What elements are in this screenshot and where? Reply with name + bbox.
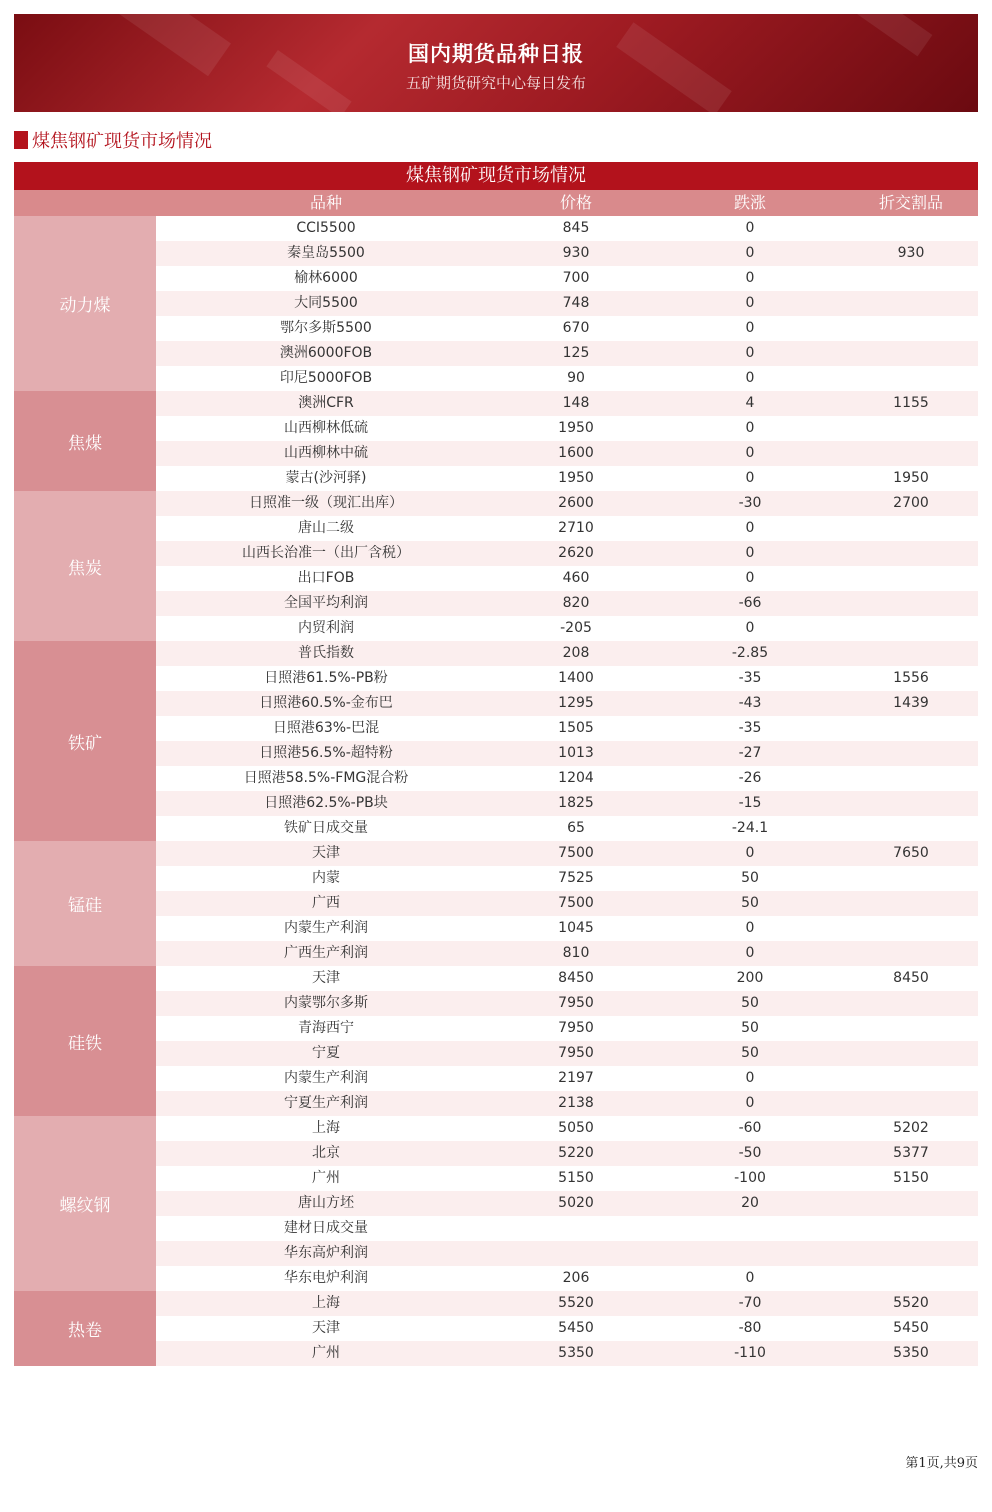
variety-cell: 普氏指数: [298, 645, 354, 661]
delivery-equivalent-cell: 1439: [893, 695, 929, 711]
table-row: [156, 1241, 978, 1266]
price-cell: 5150: [558, 1170, 594, 1186]
price-cell: 125: [562, 345, 590, 361]
delivery-equivalent-cell: [844, 1066, 978, 1091]
variety-cell: 日照港56.5%-超特粉: [259, 745, 393, 761]
change-cell: -30: [738, 495, 762, 511]
change-cell: 0: [745, 270, 755, 286]
category-cell: 动力煤: [14, 216, 156, 391]
delivery-equivalent-cell: 7650: [893, 845, 929, 861]
change-cell: -50: [738, 1145, 762, 1161]
delivery-equivalent-cell: [844, 1091, 978, 1116]
table-group: [14, 1291, 978, 1366]
price-cell: 1825: [558, 795, 594, 811]
variety-cell: 内蒙生产利润: [284, 920, 368, 936]
variety-cell: 山西长治准一（出厂含税）: [242, 545, 410, 561]
table-row: [156, 666, 978, 691]
table-row: [156, 1216, 978, 1241]
price-cell: 5520: [558, 1295, 594, 1311]
variety-cell: 青海西宁: [298, 1020, 354, 1036]
price-cell: 5220: [558, 1145, 594, 1161]
price-cell: 460: [562, 570, 590, 586]
variety-cell: 鄂尔多斯5500: [280, 320, 372, 336]
variety-cell: 日照港60.5%-金布巴: [259, 695, 393, 711]
price-cell: 7500: [558, 845, 594, 861]
price-cell: 5050: [558, 1120, 594, 1136]
category-cell: 热卷: [14, 1291, 156, 1366]
category-cell: 螺纹钢: [14, 1116, 156, 1291]
delivery-equivalent-cell: 930: [897, 245, 925, 261]
change-cell: 0: [745, 1070, 755, 1086]
delivery-equivalent-cell: [844, 266, 978, 291]
change-cell: -26: [738, 770, 762, 786]
price-cell: 7950: [558, 1045, 594, 1061]
delivery-equivalent-cell: [844, 316, 978, 341]
price-cell: 1013: [558, 745, 594, 761]
change-cell: -66: [738, 595, 762, 611]
change-cell: -70: [738, 1295, 762, 1311]
price-cell: 1045: [558, 920, 594, 936]
variety-cell: 华东高炉利润: [284, 1245, 368, 1261]
change-cell: [656, 1241, 844, 1266]
change-cell: 50: [741, 895, 759, 911]
variety-cell: 唐山方坯: [298, 1195, 354, 1211]
group-rows: [156, 491, 978, 641]
delivery-equivalent-cell: [844, 566, 978, 591]
group-rows: [156, 1116, 978, 1291]
delivery-equivalent-cell: [844, 816, 978, 841]
delivery-equivalent-cell: [844, 416, 978, 441]
table-row: [156, 916, 978, 941]
delivery-equivalent-cell: [844, 866, 978, 891]
page-number: 第1页,共9页: [905, 1456, 978, 1471]
price-cell: 206: [562, 1270, 590, 1286]
delivery-equivalent-cell: [844, 516, 978, 541]
price-cell: 1295: [558, 695, 594, 711]
table-row: [156, 516, 978, 541]
table-row: [156, 841, 978, 866]
table-group: [14, 216, 978, 391]
variety-cell: CCI5500: [296, 220, 356, 236]
delivery-equivalent-cell: 1556: [893, 670, 929, 686]
price-cell: 2600: [558, 495, 594, 511]
table-row: [156, 591, 978, 616]
variety-cell: 建材日成交量: [284, 1220, 368, 1236]
price-cell: 930: [562, 245, 590, 261]
delivery-equivalent-cell: [844, 541, 978, 566]
change-cell: -35: [738, 720, 762, 736]
table-row: [156, 1016, 978, 1041]
price-cell: 90: [567, 370, 585, 386]
table-row: [156, 1316, 978, 1341]
variety-cell: 大同5500: [294, 295, 358, 311]
table-row: [156, 566, 978, 591]
price-cell: 845: [562, 220, 590, 236]
change-cell: 0: [745, 520, 755, 536]
delivery-equivalent-cell: [844, 941, 978, 966]
change-cell: -2.85: [731, 645, 769, 661]
price-cell: 748: [562, 295, 590, 311]
change-cell: 0: [745, 945, 755, 961]
header-delivery-equivalent: 折交割品: [878, 193, 943, 212]
section-heading-text: 煤焦钢矿现货市场情况: [32, 131, 212, 152]
table-group: [14, 391, 978, 491]
table-row: [156, 241, 978, 266]
delivery-equivalent-cell: 5377: [893, 1145, 929, 1161]
change-cell: 50: [741, 1045, 759, 1061]
group-rows: [156, 966, 978, 1116]
change-cell: 0: [745, 245, 755, 261]
delivery-equivalent-cell: [844, 891, 978, 916]
table-row: [156, 491, 978, 516]
group-rows: [156, 841, 978, 966]
header-variety: 品种: [309, 193, 342, 212]
table-row: [156, 316, 978, 341]
change-cell: 50: [741, 1020, 759, 1036]
price-cell: 7950: [558, 995, 594, 1011]
category-cell: 硅铁: [14, 966, 156, 1116]
variety-cell: 天津: [312, 970, 340, 986]
variety-cell: 蒙古(沙河驿): [285, 470, 367, 486]
table-row: [156, 1291, 978, 1316]
change-cell: -43: [738, 695, 762, 711]
table-group: [14, 1116, 978, 1291]
table-group: [14, 491, 978, 641]
price-cell: 5350: [558, 1345, 594, 1361]
table-row: [156, 641, 978, 666]
category-cell: 铁矿: [14, 641, 156, 841]
table-row: [156, 1141, 978, 1166]
table-row: [156, 991, 978, 1016]
table-body: [14, 216, 978, 1366]
category-cell: 锰硅: [14, 841, 156, 966]
change-cell: -27: [738, 745, 762, 761]
delivery-equivalent-cell: [844, 1016, 978, 1041]
table-row: [156, 441, 978, 466]
variety-cell: 山西柳林中硫: [284, 445, 368, 461]
table-row: [156, 266, 978, 291]
delivery-equivalent-cell: 1950: [893, 470, 929, 486]
delivery-equivalent-cell: [844, 916, 978, 941]
table-row: [156, 816, 978, 841]
delivery-equivalent-cell: 5350: [893, 1345, 929, 1361]
table-row: [156, 891, 978, 916]
delivery-equivalent-cell: [844, 766, 978, 791]
delivery-equivalent-cell: 5450: [893, 1320, 929, 1336]
change-cell: -60: [738, 1120, 762, 1136]
variety-cell: 天津: [312, 1320, 340, 1336]
change-cell: 4: [745, 395, 755, 411]
change-cell: 200: [736, 970, 764, 986]
report-banner: [14, 14, 978, 112]
change-cell: 50: [741, 995, 759, 1011]
table-row: [156, 1191, 978, 1216]
price-cell: 2710: [558, 520, 594, 536]
table-header: [14, 190, 978, 216]
delivery-equivalent-cell: [844, 1266, 978, 1291]
variety-cell: 广州: [312, 1170, 340, 1186]
table-row: [156, 766, 978, 791]
delivery-equivalent-cell: [844, 441, 978, 466]
table-group: [14, 641, 978, 841]
delivery-equivalent-cell: 1155: [893, 395, 929, 411]
delivery-equivalent-cell: [844, 716, 978, 741]
delivery-equivalent-cell: [844, 1191, 978, 1216]
table-group: [14, 841, 978, 966]
price-cell: 2197: [558, 1070, 594, 1086]
table-row: [156, 1041, 978, 1066]
delivery-equivalent-cell: [844, 216, 978, 241]
section-marker: [14, 131, 28, 149]
variety-cell: 秦皇岛5500: [287, 245, 365, 261]
change-cell: 0: [745, 845, 755, 861]
delivery-equivalent-cell: 2700: [893, 495, 929, 511]
price-cell: 1400: [558, 670, 594, 686]
table-row: [156, 1091, 978, 1116]
price-cell: 1950: [558, 470, 594, 486]
price-cell: 1950: [558, 420, 594, 436]
variety-cell: 内蒙: [312, 870, 340, 886]
variety-cell: 山西柳林低硫: [284, 420, 368, 436]
change-cell: 50: [741, 870, 759, 886]
variety-cell: 上海: [312, 1120, 340, 1136]
delivery-equivalent-cell: [844, 791, 978, 816]
variety-cell: 天津: [312, 845, 340, 861]
delivery-equivalent-cell: [844, 991, 978, 1016]
variety-cell: 上海: [312, 1295, 340, 1311]
change-cell: -110: [734, 1345, 766, 1361]
price-cell: 2138: [558, 1095, 594, 1111]
table-row: [156, 341, 978, 366]
delivery-equivalent-cell: 8450: [893, 970, 929, 986]
change-cell: 0: [745, 1270, 755, 1286]
delivery-equivalent-cell: [844, 641, 978, 666]
table-row: [156, 741, 978, 766]
table-row: [156, 1066, 978, 1091]
category-cell: 焦煤: [14, 391, 156, 491]
group-rows: [156, 216, 978, 391]
delivery-equivalent-cell: [844, 1216, 978, 1241]
variety-cell: 唐山二级: [298, 520, 354, 536]
change-cell: 0: [745, 1095, 755, 1111]
variety-cell: 广州: [312, 1345, 340, 1361]
change-cell: -15: [738, 795, 762, 811]
change-cell: 0: [745, 420, 755, 436]
delivery-equivalent-cell: [844, 741, 978, 766]
variety-cell: 出口FOB: [297, 570, 355, 586]
delivery-equivalent-cell: 5520: [893, 1295, 929, 1311]
report-title: 国内期货品种日报: [408, 42, 584, 66]
variety-cell: 广西: [312, 895, 340, 911]
price-cell: 5450: [558, 1320, 594, 1336]
variety-cell: 日照港61.5%-PB粉: [264, 670, 388, 686]
price-cell: 1204: [558, 770, 594, 786]
variety-cell: 内蒙鄂尔多斯: [284, 995, 368, 1011]
delivery-equivalent-cell: [844, 341, 978, 366]
price-cell: 5020: [558, 1195, 594, 1211]
table-row: [156, 1166, 978, 1191]
variety-cell: 广西生产利润: [284, 945, 368, 961]
variety-cell: 内贸利润: [298, 620, 354, 636]
table-row: [156, 466, 978, 491]
change-cell: 20: [741, 1195, 759, 1211]
delivery-equivalent-cell: 5202: [893, 1120, 929, 1136]
variety-cell: 澳洲CFR: [298, 395, 354, 411]
price-cell: 208: [562, 645, 590, 661]
table-title: 煤焦钢矿现货市场情况: [14, 162, 978, 190]
table-row: [156, 616, 978, 641]
variety-cell: 宁夏生产利润: [284, 1095, 368, 1111]
variety-cell: 全国平均利润: [284, 595, 368, 611]
table-row: [156, 1266, 978, 1291]
table-row: [156, 366, 978, 391]
price-cell: 820: [562, 595, 590, 611]
header-change: 跌涨: [733, 193, 766, 212]
delivery-equivalent-cell: 5150: [893, 1170, 929, 1186]
price-cell: [496, 1241, 656, 1266]
group-rows: [156, 641, 978, 841]
change-cell: 0: [745, 220, 755, 236]
variety-cell: 铁矿日成交量: [284, 820, 368, 836]
price-cell: 8450: [558, 970, 594, 986]
delivery-equivalent-cell: [844, 616, 978, 641]
price-cell: 7525: [558, 870, 594, 886]
delivery-equivalent-cell: [844, 591, 978, 616]
variety-cell: 日照准一级（现汇出库）: [249, 495, 403, 511]
table-row: [156, 691, 978, 716]
group-rows: [156, 391, 978, 491]
delivery-equivalent-cell: [844, 366, 978, 391]
change-cell: [656, 1216, 844, 1241]
price-cell: [496, 1216, 656, 1241]
change-cell: -80: [738, 1320, 762, 1336]
variety-cell: 华东电炉利润: [284, 1270, 368, 1286]
table-row: [156, 291, 978, 316]
change-cell: 0: [745, 295, 755, 311]
header-price: 价格: [559, 193, 592, 212]
price-cell: 1505: [558, 720, 594, 736]
variety-cell: 日照港63%-巴混: [272, 720, 380, 736]
delivery-equivalent-cell: [844, 1241, 978, 1266]
group-rows: [156, 1291, 978, 1366]
price-cell: 148: [562, 395, 590, 411]
change-cell: -35: [738, 670, 762, 686]
change-cell: 0: [745, 445, 755, 461]
table-row: [156, 716, 978, 741]
section-heading: [14, 128, 212, 152]
price-cell: 7950: [558, 1020, 594, 1036]
price-cell: 810: [562, 945, 590, 961]
table-row: [156, 541, 978, 566]
table-row: [156, 416, 978, 441]
variety-cell: 宁夏: [312, 1045, 340, 1061]
change-cell: 0: [745, 370, 755, 386]
variety-cell: 日照港62.5%-PB块: [264, 795, 388, 811]
table-row: [156, 966, 978, 991]
table-row: [156, 1341, 978, 1366]
change-cell: 0: [745, 545, 755, 561]
change-cell: -24.1: [731, 820, 769, 836]
price-cell: 65: [567, 820, 585, 836]
change-cell: 0: [745, 345, 755, 361]
change-cell: 0: [745, 920, 755, 936]
delivery-equivalent-cell: [844, 291, 978, 316]
change-cell: 0: [745, 470, 755, 486]
price-cell: 7500: [558, 895, 594, 911]
table-row: [156, 216, 978, 241]
variety-cell: 印尼5000FOB: [279, 370, 373, 386]
price-cell: 670: [562, 320, 590, 336]
variety-cell: 日照港58.5%-FMG混合粉: [243, 770, 409, 786]
price-cell: 1600: [558, 445, 594, 461]
spot-market-table: [14, 162, 978, 1366]
variety-cell: 内蒙生产利润: [284, 1070, 368, 1086]
table-group: [14, 966, 978, 1116]
change-cell: 0: [745, 320, 755, 336]
table-row: [156, 941, 978, 966]
variety-cell: 澳洲6000FOB: [279, 345, 373, 361]
variety-cell: 北京: [312, 1145, 340, 1161]
table-row: [156, 391, 978, 416]
table-row: [156, 866, 978, 891]
variety-cell: 榆林6000: [294, 270, 358, 286]
table-row: [156, 791, 978, 816]
change-cell: 0: [745, 620, 755, 636]
report-subtitle: 五矿期货研究中心每日发布: [405, 74, 586, 92]
header-category-spacer: [14, 190, 156, 216]
price-cell: 2620: [558, 545, 594, 561]
table-row: [156, 1116, 978, 1141]
category-cell: 焦炭: [14, 491, 156, 641]
change-cell: -100: [734, 1170, 766, 1186]
change-cell: 0: [745, 570, 755, 586]
price-cell: -205: [560, 620, 592, 636]
price-cell: 700: [562, 270, 590, 286]
delivery-equivalent-cell: [844, 1041, 978, 1066]
